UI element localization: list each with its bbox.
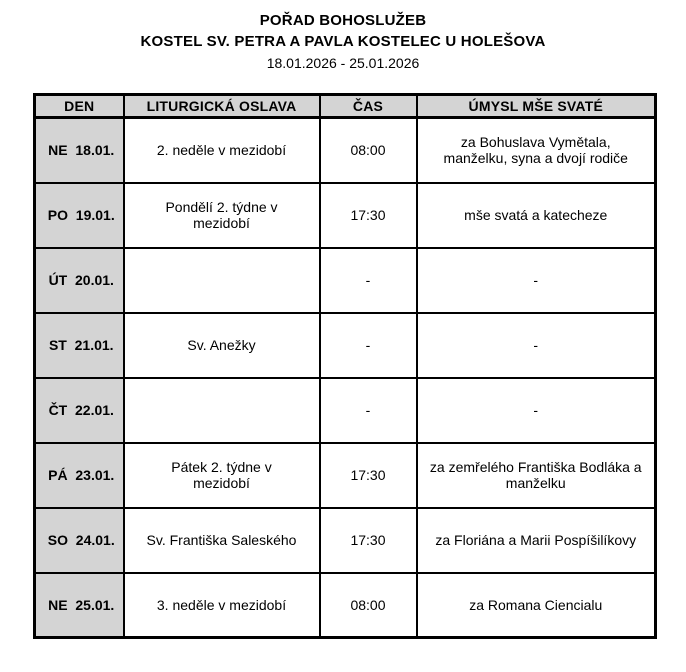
mass-intention: za Floriána a Marii Pospíšilíkovy — [417, 508, 656, 573]
service-time: 08:00 — [320, 118, 417, 183]
schedule-table-head — [35, 95, 656, 118]
day-label: ÚT 20.01. — [35, 248, 124, 313]
mass-intention: - — [417, 248, 656, 313]
liturgical-celebration — [124, 248, 320, 313]
service-time: - — [320, 313, 417, 378]
day-label: NE 25.01. — [35, 573, 124, 638]
mass-intention: za Bohuslava Vymětala, manželku, syna a dvojí rodiče — [417, 118, 656, 183]
day-label: PO 19.01. — [35, 183, 124, 248]
liturgical-celebration: 2. neděle v mezidobí — [124, 118, 320, 183]
mass-intention: za Romana Ciencialu — [417, 573, 656, 638]
liturgical-celebration: Pátek 2. týdne v mezidobí — [124, 443, 320, 508]
schedule-table — [33, 93, 657, 639]
liturgical-celebration: Sv. Františka Saleského — [124, 508, 320, 573]
header-row — [35, 95, 656, 118]
table-row — [35, 378, 656, 443]
column-header-cas: ČAS — [320, 95, 417, 118]
mass-intention: - — [417, 313, 656, 378]
service-time: 17:30 — [320, 508, 417, 573]
service-time: 17:30 — [320, 443, 417, 508]
table-row — [35, 443, 656, 508]
day-label: NE 18.01. — [35, 118, 124, 183]
mass-intention: mše svatá a katecheze — [417, 183, 656, 248]
mass-intention: - — [417, 378, 656, 443]
day-label: PÁ 23.01. — [35, 443, 124, 508]
column-header-liturgicka-oslava: LITURGICKÁ OSLAVA — [124, 95, 320, 118]
date-range: 18.01.2026 - 25.01.2026 — [266, 55, 420, 71]
schedule-table-body — [35, 118, 656, 638]
mass-intention: za zemřelého Františka Bodláka a manželku — [417, 443, 656, 508]
table-row — [35, 573, 656, 638]
table-row — [35, 248, 656, 313]
day-label: SO 24.01. — [35, 508, 124, 573]
service-time: - — [320, 378, 417, 443]
table-row — [35, 313, 656, 378]
liturgical-celebration — [124, 378, 320, 443]
table-row — [35, 118, 656, 183]
document-title: POŘAD BOHOSLUŽEB — [259, 12, 427, 29]
church-name: KOSTEL SV. PETRA A PAVLA KOSTELEC U HOLEŠOVA — [140, 33, 546, 50]
liturgical-celebration: Sv. Anežky — [124, 313, 320, 378]
day-label: ST 21.01. — [35, 313, 124, 378]
document-header — [0, 0, 686, 74]
day-label: ČT 22.01. — [35, 378, 124, 443]
service-time: - — [320, 248, 417, 313]
service-time: 17:30 — [320, 183, 417, 248]
table-row — [35, 183, 656, 248]
table-row — [35, 508, 656, 573]
liturgical-celebration: 3. neděle v mezidobí — [124, 573, 320, 638]
column-header-den: DEN — [35, 95, 124, 118]
liturgical-celebration: Pondělí 2. týdne v mezidobí — [124, 183, 320, 248]
service-time: 08:00 — [320, 573, 417, 638]
column-header-umysl-mse-svate: ÚMYSL MŠE SVATÉ — [417, 95, 656, 118]
